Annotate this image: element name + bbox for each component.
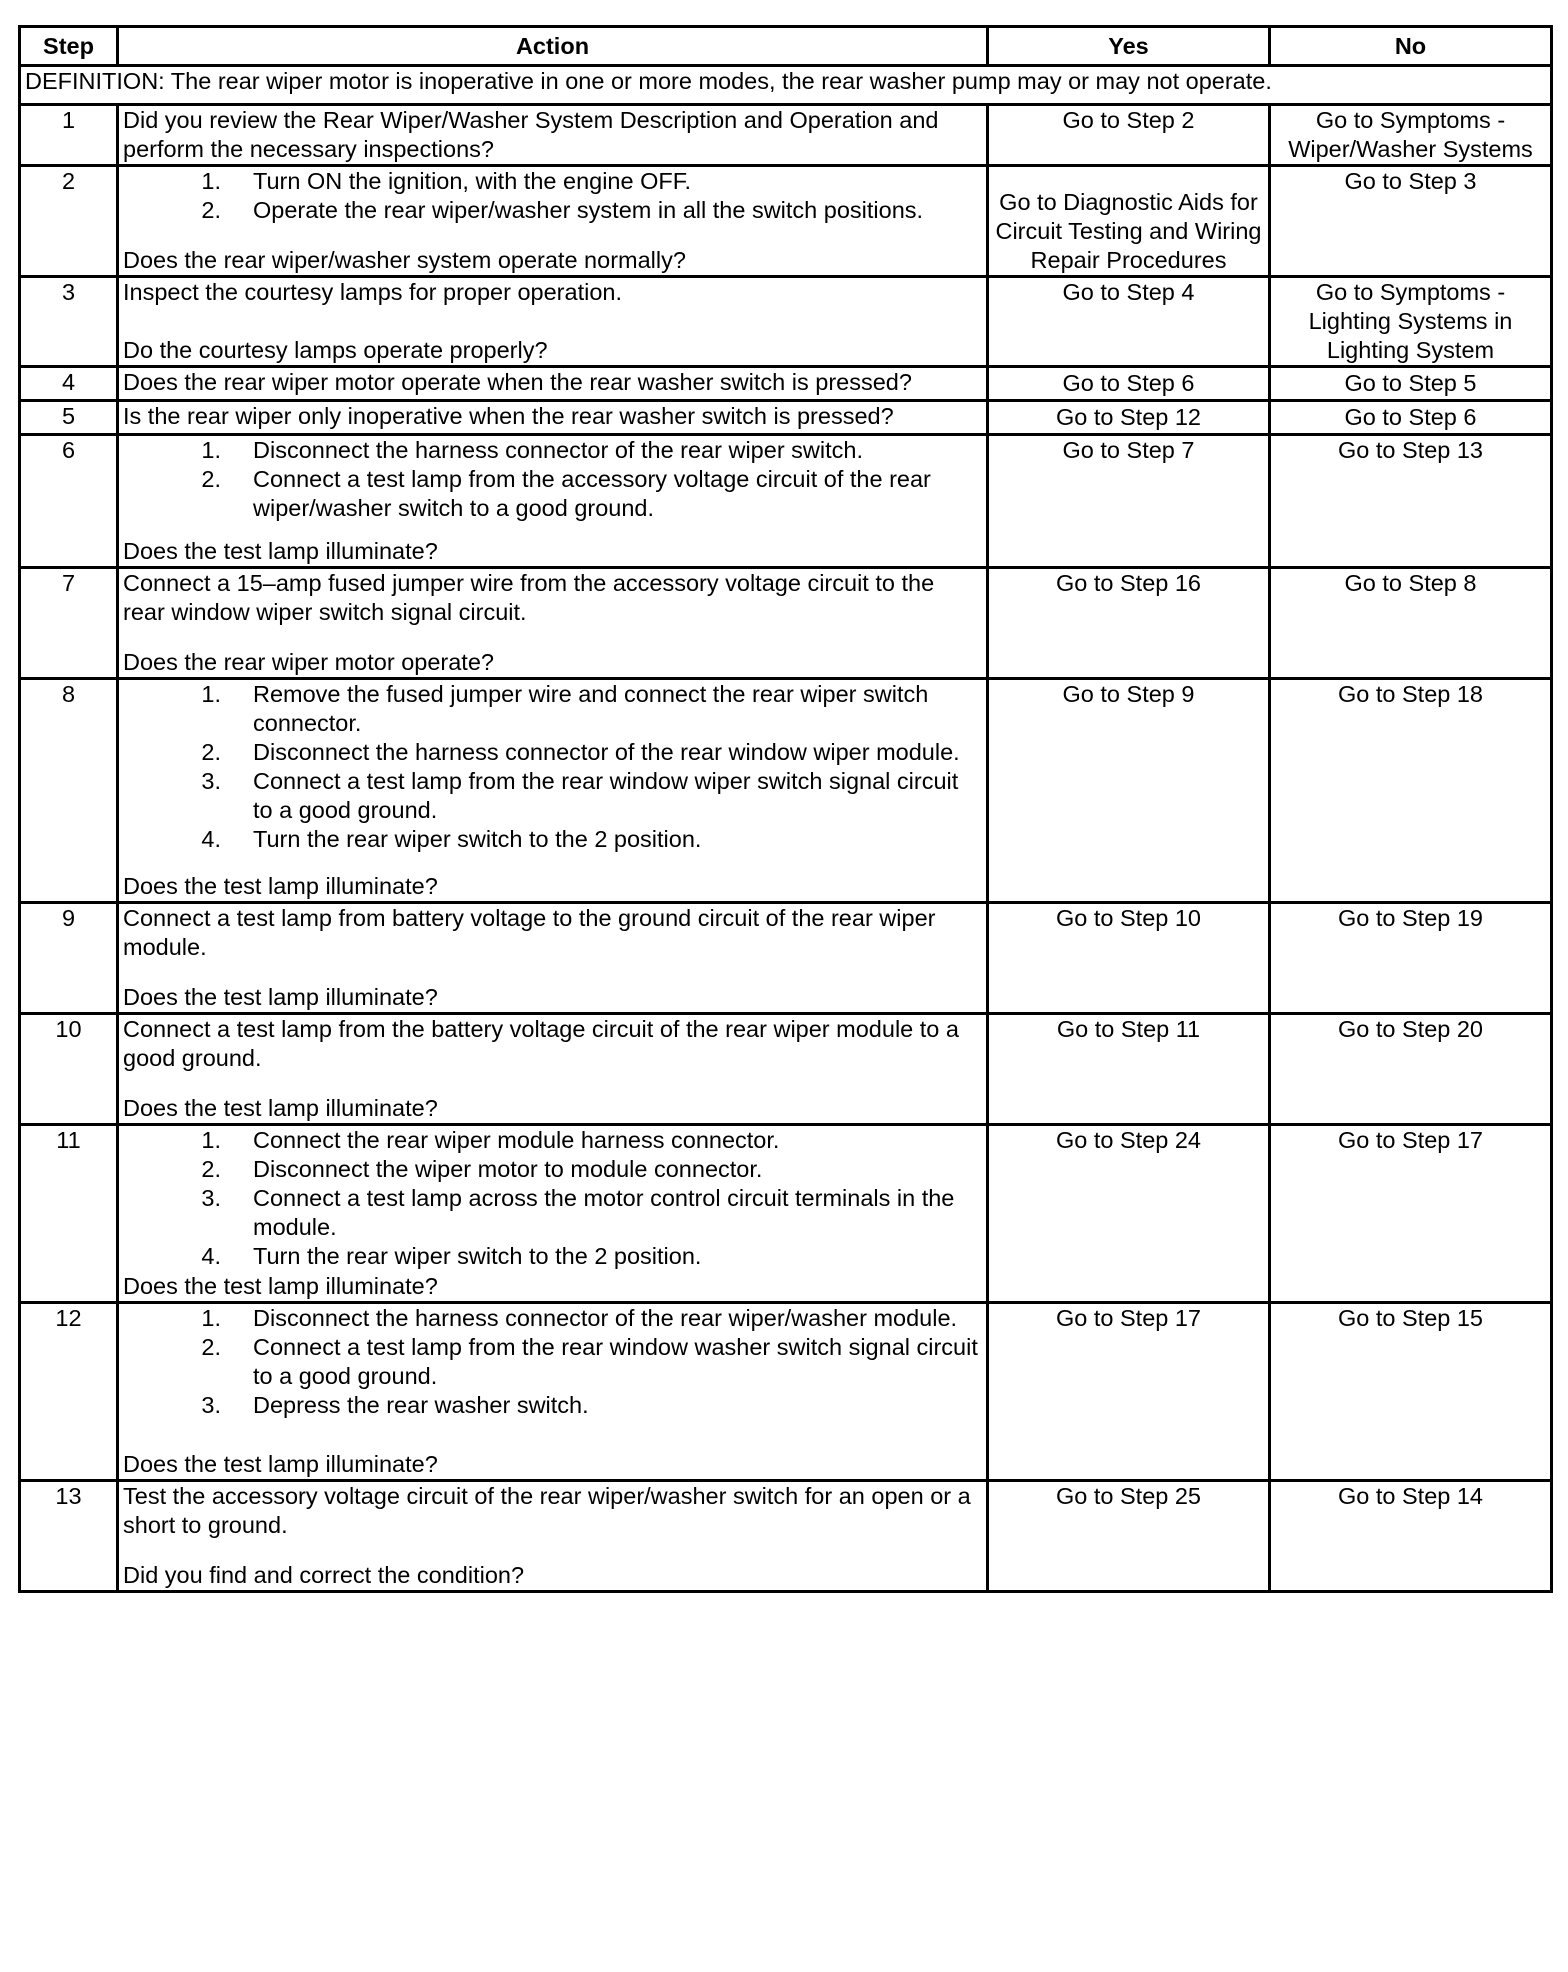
diagnostic-table-container <box>18 25 1553 1593</box>
step-number: 10 <box>20 1014 118 1125</box>
substep-item <box>123 1126 982 1155</box>
action-content <box>123 167 982 275</box>
yes-result: Go to Step 25 <box>988 1481 1270 1592</box>
substep-text: Disconnect the wiper motor to module connector. <box>253 1156 763 1182</box>
header-row <box>20 27 1552 66</box>
substep-item <box>123 738 982 767</box>
substep-text: Connect a test lamp across the motor control circuit terminals in the module. <box>253 1185 955 1240</box>
action-instruction: Did you review the Rear Wiper/Washer System Description and Operation and perform the necessary inspections? <box>123 107 939 162</box>
table-row <box>20 903 1552 1014</box>
header-yes: Yes <box>988 27 1270 66</box>
action-cell <box>118 367 988 401</box>
action-question: Does the test lamp illuminate? <box>123 1273 438 1299</box>
substep-item <box>123 767 982 825</box>
action-top <box>123 569 982 627</box>
no-result: Go to Step 5 <box>1270 367 1552 401</box>
substep-text: Disconnect the harness connector of the rear wiper switch. <box>253 437 863 463</box>
table-row <box>20 1014 1552 1125</box>
step-number: 7 <box>20 568 118 679</box>
action-instruction: Does the rear wiper motor operate when the rear washer switch is pressed? <box>123 369 912 395</box>
substep-number: 1. <box>201 437 221 463</box>
action-top <box>123 680 982 854</box>
table-row <box>20 1125 1552 1303</box>
action-cell <box>118 679 988 903</box>
header-action: Action <box>118 27 988 66</box>
action-cell <box>118 105 988 166</box>
action-question: Does the rear wiper/washer system operate normally? <box>123 247 686 273</box>
action-content <box>123 368 982 399</box>
action-instruction: Test the accessory voltage circuit of the rear wiper/washer switch for an open or a short to ground. <box>123 1483 971 1538</box>
substep-number: 2. <box>201 1334 221 1360</box>
table-row <box>20 1481 1552 1592</box>
substep-text: Turn ON the ignition, with the engine OFF. <box>253 168 692 194</box>
substep-item <box>123 196 982 225</box>
no-result: Go to Step 20 <box>1270 1014 1552 1125</box>
yes-result: Go to Step 2 <box>988 105 1270 166</box>
action-top <box>123 278 982 307</box>
action-top <box>123 436 982 523</box>
substep-list <box>123 167 982 225</box>
action-instruction: Connect a test lamp from battery voltage to the ground circuit of the rear wiper module. <box>123 905 936 960</box>
substep-item <box>123 167 982 196</box>
action-top <box>123 1015 982 1073</box>
no-result: Go to Step 13 <box>1270 435 1552 568</box>
action-question: Does the test lamp illuminate? <box>123 538 438 564</box>
action-cell <box>118 1303 988 1481</box>
action-content <box>123 569 982 677</box>
substep-number: 1. <box>201 1127 221 1153</box>
yes-result: Go to Step 6 <box>988 367 1270 401</box>
action-cell <box>118 903 988 1014</box>
step-number: 11 <box>20 1125 118 1303</box>
action-question: Does the test lamp illuminate? <box>123 984 438 1010</box>
step-number: 8 <box>20 679 118 903</box>
substep-text: Remove the fused jumper wire and connect the rear wiper switch connector. <box>253 681 929 736</box>
action-top <box>123 904 982 962</box>
substep-number: 4. <box>201 826 221 852</box>
action-top <box>123 106 982 164</box>
action-question: Does the rear wiper motor operate? <box>123 649 494 675</box>
action-question: Does the test lamp illuminate? <box>123 1451 438 1477</box>
substep-item <box>123 680 982 738</box>
header-step: Step <box>20 27 118 66</box>
substep-number: 2. <box>201 739 221 765</box>
substep-number: 1. <box>201 168 221 194</box>
yes-result: Go to Step 10 <box>988 903 1270 1014</box>
action-content <box>123 1482 982 1590</box>
action-content <box>123 1304 982 1479</box>
substep-item <box>123 1304 982 1333</box>
substep-number: 3. <box>201 1185 221 1211</box>
action-cell <box>118 1125 988 1303</box>
substep-list <box>123 680 982 854</box>
step-number: 9 <box>20 903 118 1014</box>
yes-result: Go to Step 11 <box>988 1014 1270 1125</box>
no-result: Go to Symptoms - Lighting Systems in Lighting System <box>1270 277 1552 367</box>
action-top <box>123 402 982 431</box>
action-instruction: Connect a 15–amp fused jumper wire from the accessory voltage circuit to the rear window wiper switch signal circuit. <box>123 570 935 625</box>
substep-text: Connect the rear wiper module harness connector. <box>253 1127 780 1153</box>
yes-result: Go to Step 12 <box>988 401 1270 435</box>
action-cell <box>118 401 988 435</box>
step-number: 4 <box>20 367 118 401</box>
no-result: Go to Symptoms - Wiper/Washer Systems <box>1270 105 1552 166</box>
substep-text: Operate the rear wiper/washer system in all the switch positions. <box>253 197 924 223</box>
substep-item <box>123 825 982 854</box>
yes-result: Go to Step 16 <box>988 568 1270 679</box>
substep-list <box>123 1126 982 1271</box>
table-row <box>20 1303 1552 1481</box>
step-number: 1 <box>20 105 118 166</box>
substep-number: 1. <box>201 681 221 707</box>
no-result: Go to Step 17 <box>1270 1125 1552 1303</box>
step-number: 2 <box>20 166 118 277</box>
yes-result: Go to Step 17 <box>988 1303 1270 1481</box>
action-cell <box>118 1481 988 1592</box>
action-instruction: Is the rear wiper only inoperative when the rear washer switch is pressed? <box>123 403 894 429</box>
action-cell <box>118 1014 988 1125</box>
substep-text: Turn the rear wiper switch to the 2 position. <box>253 826 702 852</box>
substep-number: 2. <box>201 197 221 223</box>
action-content <box>123 436 982 566</box>
action-question: Does the test lamp illuminate? <box>123 1095 438 1121</box>
diagnostic-table <box>18 25 1553 1593</box>
step-number: 13 <box>20 1481 118 1592</box>
table-row <box>20 367 1552 401</box>
action-instruction: Connect a test lamp from the battery voltage circuit of the rear wiper module to a good ground. <box>123 1016 959 1071</box>
substep-item <box>123 1333 982 1391</box>
header-no: No <box>1270 27 1552 66</box>
action-top <box>123 368 982 397</box>
step-number: 6 <box>20 435 118 568</box>
no-result: Go to Step 19 <box>1270 903 1552 1014</box>
action-cell <box>118 166 988 277</box>
action-top <box>123 167 982 225</box>
no-result: Go to Step 3 <box>1270 166 1552 277</box>
action-cell <box>118 277 988 367</box>
table-row <box>20 105 1552 166</box>
substep-number: 4. <box>201 1243 221 1269</box>
action-content <box>123 106 982 164</box>
substep-list <box>123 436 982 523</box>
table-row <box>20 679 1552 903</box>
no-result: Go to Step 8 <box>1270 568 1552 679</box>
substep-text: Depress the rear washer switch. <box>253 1392 589 1418</box>
step-number: 5 <box>20 401 118 435</box>
yes-result: Go to Step 7 <box>988 435 1270 568</box>
no-result: Go to Step 18 <box>1270 679 1552 903</box>
action-question: Does the test lamp illuminate? <box>123 873 438 899</box>
substep-text: Connect a test lamp from the rear window washer switch signal circuit to a good ground. <box>253 1334 978 1389</box>
definition-row <box>20 66 1552 105</box>
table-row <box>20 277 1552 367</box>
step-number: 12 <box>20 1303 118 1481</box>
table-row <box>20 166 1552 277</box>
action-question: Did you find and correct the condition? <box>123 1562 525 1588</box>
substep-number: 3. <box>201 768 221 794</box>
substep-number: 1. <box>201 1305 221 1331</box>
action-cell <box>118 435 988 568</box>
action-content <box>123 1015 982 1123</box>
action-content <box>123 402 982 433</box>
substep-number: 2. <box>201 466 221 492</box>
yes-result: Go to Step 24 <box>988 1125 1270 1303</box>
no-result: Go to Step 15 <box>1270 1303 1552 1481</box>
yes-result: Go to Step 4 <box>988 277 1270 367</box>
substep-item <box>123 1242 982 1271</box>
substep-text: Connect a test lamp from the rear window wiper switch signal circuit to a good ground. <box>253 768 959 823</box>
action-instruction: Inspect the courtesy lamps for proper operation. <box>123 279 622 305</box>
substep-item <box>123 436 982 465</box>
step-number: 3 <box>20 277 118 367</box>
no-result: Go to Step 14 <box>1270 1481 1552 1592</box>
substep-item <box>123 1391 982 1420</box>
table-row <box>20 568 1552 679</box>
substep-item <box>123 1184 982 1242</box>
action-content <box>123 278 982 365</box>
no-result: Go to Step 6 <box>1270 401 1552 435</box>
yes-result: Go to Diagnostic Aids for Circuit Testing and Wiring Repair Procedures <box>988 166 1270 277</box>
action-top <box>123 1304 982 1420</box>
table-row <box>20 401 1552 435</box>
action-content <box>123 680 982 901</box>
substep-text: Disconnect the harness connector of the rear wiper/washer module. <box>253 1305 958 1331</box>
action-top <box>123 1126 982 1271</box>
action-content <box>123 904 982 1012</box>
substep-list <box>123 1304 982 1420</box>
action-question: Do the courtesy lamps operate properly? <box>123 337 548 363</box>
substep-text: Turn the rear wiper switch to the 2 position. <box>253 1243 702 1269</box>
substep-number: 3. <box>201 1392 221 1418</box>
substep-number: 2. <box>201 1156 221 1182</box>
action-cell <box>118 568 988 679</box>
substep-text: Disconnect the harness connector of the rear window wiper module. <box>253 739 960 765</box>
substep-text: Connect a test lamp from the accessory voltage circuit of the rear wiper/washer switch to a good ground. <box>253 466 931 521</box>
action-top <box>123 1482 982 1540</box>
action-content <box>123 1126 982 1301</box>
definition-text: DEFINITION: The rear wiper motor is inoperative in one or more modes, the rear washer pump may or may not operate. <box>20 66 1552 105</box>
table-row <box>20 435 1552 568</box>
substep-item <box>123 465 982 523</box>
yes-result: Go to Step 9 <box>988 679 1270 903</box>
substep-item <box>123 1155 982 1184</box>
